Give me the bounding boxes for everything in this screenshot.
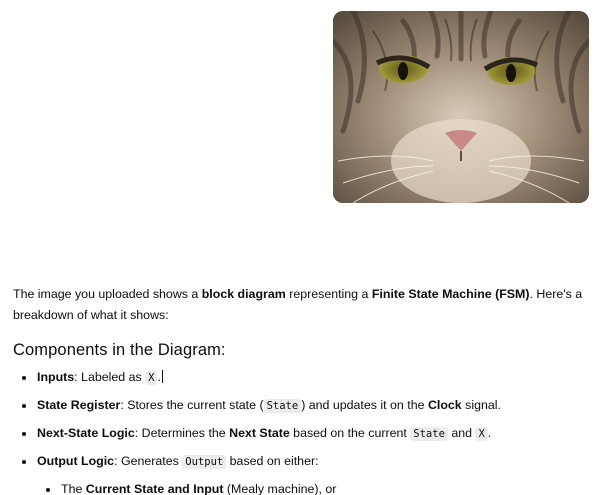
list-item-output-logic: [13, 451, 585, 495]
item-text: : Labeled as: [74, 370, 146, 384]
inline-code: State: [264, 399, 302, 413]
item-term: Output Logic: [37, 454, 115, 468]
item-text: based on either:: [226, 454, 319, 468]
intro-text: The image you uploaded shows a: [13, 287, 202, 301]
list-item-next-state-logic: [13, 423, 585, 445]
intro-bold-block-diagram: block diagram: [201, 287, 286, 301]
item-text: : Stores the current state (: [120, 398, 264, 412]
uploaded-cat-image[interactable]: [333, 11, 589, 203]
item-bold: Current State and Input: [85, 482, 224, 495]
inline-code: State: [410, 427, 448, 441]
item-text: ) and updates it on the: [301, 398, 428, 412]
item-term: Inputs: [37, 370, 75, 384]
intro-paragraph: [13, 284, 585, 326]
list-item-state-register: [13, 395, 585, 417]
item-bold: Next State: [229, 426, 290, 440]
intro-bold-fsm: Finite State Machine (FSM): [371, 287, 530, 301]
item-text: .: [487, 426, 492, 440]
item-bold: Clock: [427, 398, 462, 412]
intro-text: . Here's a breakdown of what it shows:: [13, 287, 583, 322]
intro-text: representing a: [285, 287, 372, 301]
section-heading: Components in the Diagram:: [13, 341, 226, 359]
item-text: : Generates: [114, 454, 183, 468]
item-text: based on the current: [289, 426, 411, 440]
sub-list-item: [37, 479, 585, 495]
item-term: Next-State Logic: [37, 426, 135, 440]
item-text: signal.: [461, 398, 501, 412]
item-text: .: [157, 370, 161, 384]
item-text: and: [447, 426, 476, 440]
inline-code: Output: [182, 455, 226, 469]
item-text: The: [61, 482, 86, 495]
item-term: State Register: [37, 398, 121, 412]
output-logic-sublist: [37, 479, 585, 495]
item-text: (Mealy machine), or: [223, 482, 337, 495]
inline-code: X: [145, 371, 157, 385]
inline-code: X: [475, 427, 487, 441]
item-text: : Determines the: [134, 426, 230, 440]
assistant-reply: [13, 284, 585, 495]
cat-photo-icon: [333, 11, 589, 203]
list-item-inputs: [13, 367, 585, 389]
components-list: [13, 367, 585, 495]
text-cursor: [162, 370, 163, 383]
